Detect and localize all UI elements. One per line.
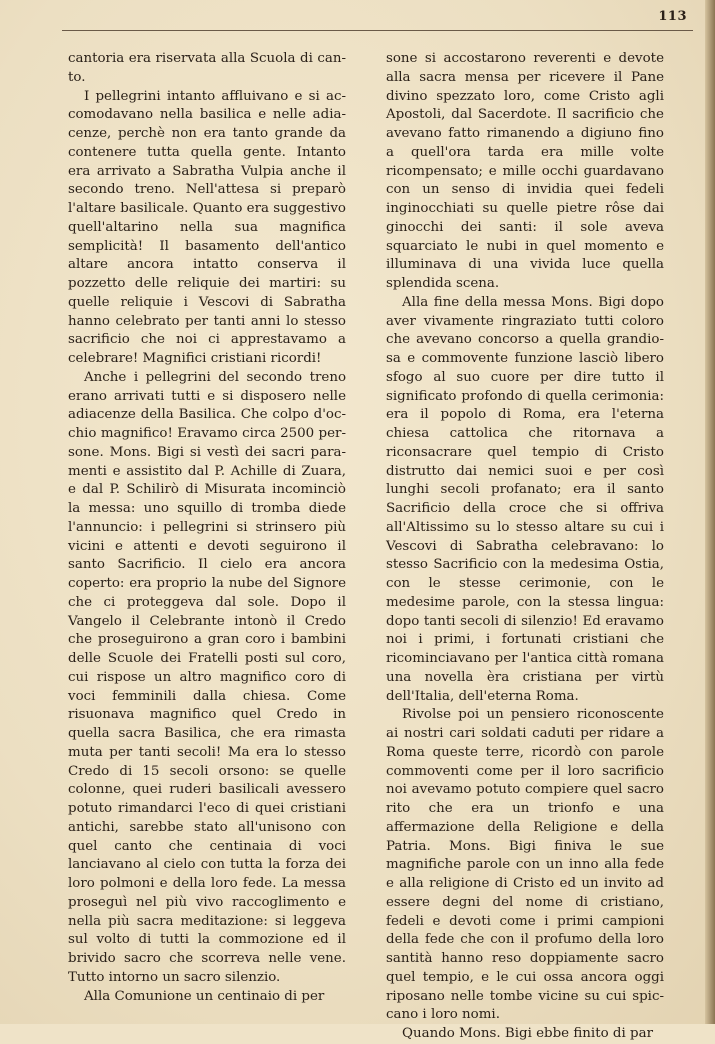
paragraph: cantoria era riservata alla Scuola di canto. — [68, 51, 346, 85]
left-column — [68, 50, 346, 1006]
paragraph: sone si accostarono reverenti e devote alla sacra mensa per ricevere il Pane divino spezzato loro, come Cristo agli Apostoli, dal Sacerdote. Il sacrificio che avevano fatto rimanendo a digiuno fino a quell'ora tarda era mille volte ricompensato; e mille occhi guardavano con un senso di invidia quei fedeli inginocchiati su quelle pietre rôse dai ginocchi dei santi: il sole aveva squarciato le nubi in quel momento e illuminava di una vivida luce quella splendida scena. — [386, 51, 664, 291]
page-edge — [705, 0, 715, 1024]
paragraph: Quando Mons. Bigi ebbe finito di par — [402, 1026, 653, 1041]
header-rule — [62, 30, 693, 31]
paragraph: Rivolse poi un pensiero riconoscente ai nostri cari soldati caduti per ridare a Roma queste terre, ricordò con parole commoventi come per il loro sacrificio noi avevamo potuto compiere quel sacro rito che era un trionfo e una affermazione della Religione e della Patria. Mons. Bigi finiva le sue magnifiche parole con un inno alla fede e alla religione di Cristo ed un invito ad essere degni del nome di cristiano, fedeli e devoti come i primi campioni della fede che con il profumo della loro santità hanno reso doppiamente sacro quel tempio, e le cui ossa ancora oggi riposano nelle tombe vicine su cui spiccano i loro nomi. — [386, 707, 664, 1023]
paragraph: Anche i pellegrini del secondo treno erano arrivati tutti e si disposero nelle adiacenze della Basilica. Che colpo d'occhio magnifico! Eravamo circa 2500 persone. Mons. Bigi si vestì dei sacri paramenti e assistito dal P. Achille di Zuara, e dal P. Schilirò di Misurata incominciò la messa: uno squillo di tromba diede l'annuncio: i pellegrini si strinsero più vicini e attenti e devoti seguirono il santo Sacrificio. Il cielo era ancora coperto: era proprio la nube del Signore che ci proteggeva dal sole. Dopo il Vangelo il Celebrante intonò il Credo che proseguirono a gran coro i bambini delle Scuole dei Fratelli posti sul coro, cui rispose un altro magnifico coro di voci femminili dalla chiesa. Come risuonava magnifico quel Credo in quella sacra Basilica, che era rimasta muta per tanti secoli! Ma era lo stesso Credo di 15 secoli orsono: se quelle colonne, quei ruderi basilicali avessero potuto rimandarci l'eco di quei cristiani antichi, sarebbe stato all'unisono con quel canto che centinaia di voci lanciavano al cielo con tutta la forza dei loro polmoni e della loro fede. La messa proseguì nel più vivo raccoglimento e nella più sacra meditazione: si leggeva sul volto di tutti la commozione ed il brivido sacro che scorreva nelle vene. Tutto intorno un sacro silenzio. — [68, 369, 346, 985]
paragraph: I pellegrini intanto affluivano e si accomodavano nella basilica e nelle adiacenze, perchè non era tanto grande da contenere tutta quella gente. Intanto era arrivato a Sabratha Vulpia anche il secondo treno. Nell'attesa si preparò l'altare basilicale. Quanto era suggestivo quell'altarino nella sua magnifica semplicità! Il basamento dell'antico altare ancora intatto conserva il pozzetto delle reliquie dei martiri: su quelle reliquie i Vescovi di Sabratha hanno celebrato per tanti anni lo stesso sacrificio che noi ci apprestavamo a celebrare! Magnifici cristiani ricordi! — [68, 88, 346, 366]
page-number: 113 — [658, 9, 687, 24]
paragraph: Alla fine della messa Mons. Bigi dopo aver vivamente ringraziato tutti coloro che avevano concorso a quella grandiosa e commovente funzione lasciò libero sfogo al suo cuore per dire tutto il significato profondo di quella cerimonia: era il popolo di Roma, era l'eterna chiesa cattolica che ritornava a riconsacrare quel tempio di Cristo distrutto dai nemici suoi e per così lunghi secoli profanato; era il santo Sacrificio della croce che si offriva all'Altissimo su lo stesso altare su cui i Vescovi di Sabratha celebravano: lo stesso Sacrificio con la medesima Ostia, con le stesse cerimonie, con le medesime parole, con la stessa lingua: dopo tanti secoli di silenzio! Ed eravamo noi i primi, i fortunati cristiani che ricominciavano per l'antica città romana una novella èra cristiana per virtù dell'Italia, dell'eterna Roma. — [386, 294, 664, 704]
right-column — [386, 50, 664, 1044]
paragraph: Alla Comunione un centinaio di per — [84, 988, 325, 1004]
